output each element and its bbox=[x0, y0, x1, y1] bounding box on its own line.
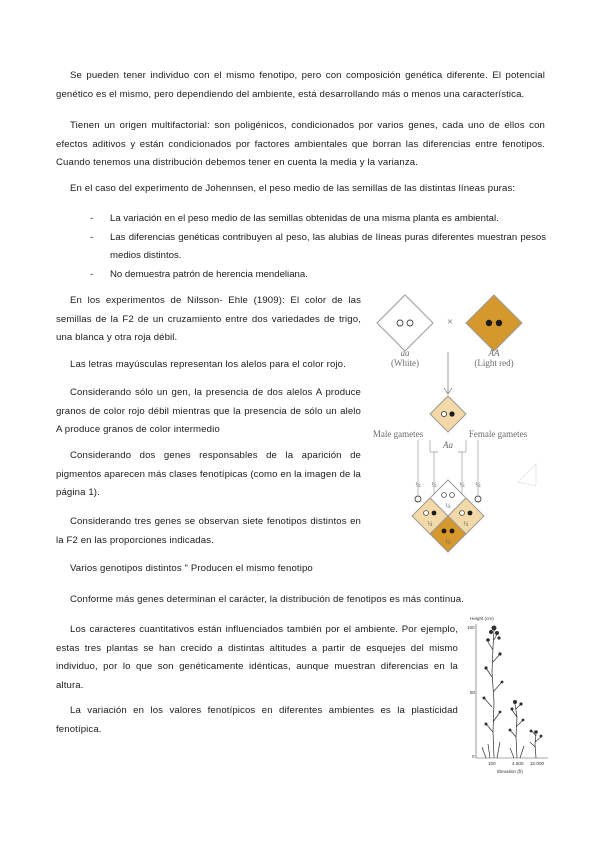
paragraph-one-gene bbox=[56, 384, 361, 440]
allele-red-icon bbox=[496, 320, 502, 326]
f1-diamond bbox=[430, 396, 466, 432]
tall-plant-flowers bbox=[483, 626, 504, 726]
paragraph-text: Considerando dos genes responsables de la aparición de pigmentos aparecen más clases fenotípicas (como en la imagen de la página 1). bbox=[56, 450, 361, 498]
allele-white-icon bbox=[441, 411, 446, 416]
paragraph-text: Varios genotipos distintos " Producen el mismo fenotipo bbox=[70, 563, 313, 574]
paragraph-johannsen bbox=[56, 180, 545, 199]
short-plant-illustration bbox=[530, 731, 541, 758]
parent1-genotype: aa bbox=[400, 348, 410, 358]
allele-white-icon bbox=[407, 320, 413, 326]
cross-symbol: × bbox=[446, 316, 454, 328]
allele-white-icon bbox=[450, 493, 455, 498]
allele-red-icon bbox=[432, 511, 437, 516]
paragraph-multifactorial bbox=[56, 117, 545, 173]
allele-white-icon bbox=[442, 493, 447, 498]
paragraph-several-genotypes bbox=[56, 560, 361, 579]
f1-genotype: Aa bbox=[443, 440, 453, 450]
list-marker: - bbox=[90, 213, 94, 224]
list-item-text: Las diferencias genéticas contribuyen al peso, las alubias de líneas puras diferentes muestran pesos medios distintos. bbox=[110, 231, 546, 261]
parent-white-diamond bbox=[377, 295, 433, 351]
paragraph-text: En el caso del experimento de Johennsen, el peso medio de las semillas de las distintas líneas puras: bbox=[70, 183, 516, 194]
paragraph-text: Se pueden tener individuo con el mismo fenotipo, pero con composición genética diferente. El potencial genético es el mismo, pero dependiendo del ambiente, está desarrollando más o menos una característica. bbox=[56, 70, 545, 100]
tall-plant-illustration bbox=[482, 630, 502, 758]
list-marker: - bbox=[90, 231, 94, 243]
list-item bbox=[90, 229, 546, 266]
x-tick: 10.000 bbox=[530, 761, 545, 766]
gamete-white-icon bbox=[475, 496, 481, 502]
male-gametes-label: Male gametes bbox=[372, 429, 424, 439]
paragraph-capital-letters bbox=[56, 356, 361, 375]
allele-red-icon bbox=[468, 511, 473, 516]
female-gametes-label: Female gametes bbox=[468, 429, 528, 439]
offspring-fraction: ¼ bbox=[463, 520, 469, 528]
branch-line bbox=[430, 440, 438, 452]
y-tick: 50 bbox=[470, 690, 476, 695]
paragraph-text: Considerando sólo un gen, la presencia de dos alelos A produce granos de color rojo débil mientras que la presencia de sólo un alelo A produce granos de color intermedio bbox=[56, 387, 361, 435]
list-item-text: No demuestra patrón de herencia mendeliana. bbox=[110, 268, 308, 280]
paragraph-text: Tienen un origen multifactorial: son poligénicos, condicionados por varios genes, cada uno de ellos con efectos aditivos y están condicionados por factores ambientales que borran las diferencias entre fenotipos. Cuando tenemos una distribución debemos tener en cuenta la media y la varianza. bbox=[56, 120, 545, 168]
parent2-label: (Light red) bbox=[474, 358, 514, 368]
list-item bbox=[90, 266, 546, 285]
x-axis-title: Elevation (ft) bbox=[497, 769, 523, 774]
paragraph-three-genes bbox=[56, 513, 361, 550]
nilsson-ehle-cross-figure bbox=[368, 290, 546, 570]
parent2-genotype: AA bbox=[488, 348, 500, 358]
paragraph-text: Conforme más genes determinan el carácter, la distribución de fenotipos es más continua. bbox=[70, 594, 464, 605]
offspring-fraction: ¼ bbox=[427, 520, 433, 528]
paragraph-continuous-distribution bbox=[56, 591, 545, 610]
list-item bbox=[90, 210, 546, 229]
parent-red-diamond bbox=[466, 295, 522, 351]
gamete-fraction: ½ bbox=[459, 481, 465, 489]
paragraph-plasticity bbox=[56, 702, 458, 739]
parent1-label: (White) bbox=[391, 358, 419, 368]
paragraph-text: Las letras mayúsculas representan los alelos para el color rojo. bbox=[70, 359, 346, 370]
paragraph-text: La variación en los valores fenotípicos en diferentes ambientes es la plasticidad fenotípica. bbox=[56, 705, 458, 735]
paragraph-phenotype-genotype bbox=[56, 67, 545, 104]
allele-white-icon bbox=[460, 511, 465, 516]
faint-triangle-decoration bbox=[518, 464, 536, 486]
medium-plant-illustration bbox=[510, 704, 524, 758]
list-marker: - bbox=[90, 268, 94, 280]
paragraph-text: Considerando tres genes se observan siete fenotipos distintos en la F2 en las proporciones indicadas. bbox=[56, 516, 361, 546]
allele-red-icon bbox=[450, 529, 455, 534]
offspring-fraction: ¼ bbox=[445, 502, 451, 510]
y-tick: 100 bbox=[467, 625, 475, 630]
paragraph-nilsson-ehle bbox=[56, 292, 361, 348]
paragraph-environment bbox=[56, 621, 458, 695]
x-tick: 100 bbox=[488, 761, 496, 766]
branch-line bbox=[458, 440, 466, 452]
gamete-white-icon bbox=[415, 496, 421, 502]
y-tick: 0 bbox=[472, 754, 475, 759]
paragraph-text: En los experimentos de Nilsson- Ehle (1909): El color de las semillas de la F2 de un cruzamiento entre dos variedades de trigo, una blanca y otra roja débil. bbox=[56, 295, 361, 343]
list-item-text: La variación en el peso medio de las semillas obtenidas de una misma planta es ambiental. bbox=[110, 213, 499, 224]
paragraph-two-genes bbox=[56, 447, 361, 503]
offspring-fraction: ¼ bbox=[445, 538, 451, 546]
allele-white-icon bbox=[397, 320, 403, 326]
paragraph-text: Los caracteres cuantitativos están influenciados también por el ambiente. Por ejemplo, estas tres plantas se han crecido a distintas altitudes a partir de esquejes del mismo individuo, por lo que son genéticamente idénticas, aunque muestran diferencias en la altura. bbox=[56, 624, 458, 691]
allele-red-icon bbox=[442, 529, 447, 534]
y-axis-title: Height (cm) bbox=[470, 616, 494, 621]
gamete-fraction: ½ bbox=[431, 481, 437, 489]
x-tick: 4.500 bbox=[512, 761, 524, 766]
gamete-fraction: ½ bbox=[475, 481, 481, 489]
plants-altitude-figure bbox=[462, 612, 552, 780]
allele-red-icon bbox=[486, 320, 492, 326]
gamete-fraction: ½ bbox=[415, 481, 421, 489]
johannsen-list bbox=[90, 210, 546, 284]
allele-white-icon bbox=[424, 511, 429, 516]
allele-red-icon bbox=[449, 411, 454, 416]
